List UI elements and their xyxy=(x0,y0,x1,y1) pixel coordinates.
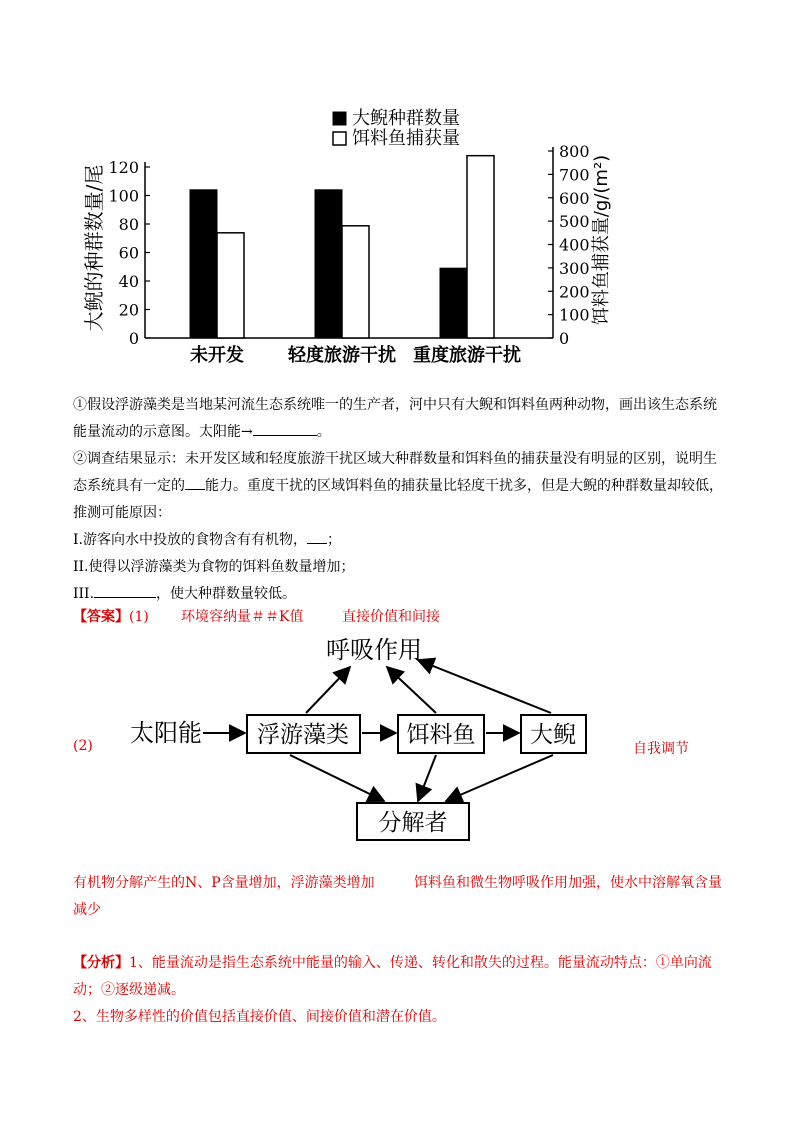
bar-bait-fish xyxy=(467,156,494,338)
y-axis-label: 大鲵的种群数量/尾 xyxy=(82,164,106,332)
answer-blank-2 xyxy=(185,475,205,490)
y-tick-label: 60 xyxy=(118,243,139,263)
node-algae-box xyxy=(247,715,360,753)
answer-line-a: 有机物分解产生的N、P含量增加，浮游藻类增加 xyxy=(73,875,375,891)
answer-blank-1 xyxy=(253,421,317,436)
question-5-line: III. ，使大种群数量较低。 xyxy=(73,581,733,608)
bar-salamander xyxy=(190,190,217,338)
question-1 xyxy=(73,392,733,446)
answer-line-1 xyxy=(73,607,149,627)
question-3-line: I.游客向水中投放的食物含有有机物， ； xyxy=(73,527,733,554)
bar-salamander xyxy=(440,268,467,338)
question-2-line3: 推测可能原因： xyxy=(73,505,171,521)
y2-tick-label: 0 xyxy=(559,329,570,348)
analysis-line3: 2、生物多样性的价值包括直接价值、间接价值和潜在价值。 xyxy=(73,1009,446,1025)
question-2 xyxy=(73,446,733,527)
y2-axis-label: 饵料鱼捕获量/g/(m²) xyxy=(591,154,612,326)
answer-line-b: 饵料鱼和微生物呼吸作用加强，使水中溶解氧含量 xyxy=(414,875,722,891)
y2-tick-label: 500 xyxy=(559,212,590,232)
y2-tick-label: 200 xyxy=(559,282,590,302)
legend-label-bait-fish: 饵料鱼捕获量 xyxy=(352,128,460,149)
node-fish: 饵料鱼 xyxy=(406,722,476,748)
node-algae: 浮游藻类 xyxy=(257,722,349,748)
y2-tick-label: 300 xyxy=(559,258,590,278)
question-4-line: II.使得以浮游藻类为食物的饵料鱼数量增加； xyxy=(73,559,355,575)
node-salamander: 大鲵 xyxy=(530,722,576,748)
chart-legend xyxy=(333,108,460,149)
node-respiration: 呼吸作用 xyxy=(326,636,422,664)
y2-tick-label: 700 xyxy=(559,165,590,185)
y-tick-label: 0 xyxy=(128,329,139,348)
legend-swatch-salamander xyxy=(333,112,346,125)
arrow-algae-respiration xyxy=(306,667,350,713)
analysis xyxy=(73,950,733,1031)
arrow-salamander-respiration xyxy=(418,660,551,713)
answer-label: 【答案】 xyxy=(73,609,129,625)
arrow-fish-respiration xyxy=(387,667,436,713)
answer-part-1: (1) xyxy=(129,609,149,625)
y2-tick-label: 800 xyxy=(559,142,590,161)
question-1-line2: 能量流动的示意图。太阳能→ 。 xyxy=(73,419,733,446)
node-sun: 太阳能 xyxy=(130,719,202,747)
bar-bait-fish xyxy=(342,226,369,338)
answer-1b: 直接价值和间接 xyxy=(342,609,440,625)
analysis-line2: 动；②逐级递减。 xyxy=(73,982,185,998)
question-1-line1: ①假设浮游藻类是当地某河流生态系统唯一的生产者，河中只有大鲵和饵料鱼两种动物，画出该生态系统 xyxy=(73,397,717,413)
y2-tick-label: 600 xyxy=(559,188,590,208)
node-fish-box xyxy=(398,715,484,753)
x-tick-label: 重度旅游干扰 xyxy=(413,345,521,366)
analysis-line1: 【分析】1、能量流动是指生态系统中能量的输入、传递、转化和散失的过程。能量流动特点：①单向流 xyxy=(73,955,712,971)
legend-swatch-bait-fish xyxy=(333,132,346,145)
bar-salamander xyxy=(315,190,342,338)
analysis-label: 【分析】 xyxy=(73,955,129,971)
question-3 xyxy=(73,527,733,608)
diagram-arrows xyxy=(203,660,553,801)
answer-self-regulation: 自我调节 xyxy=(633,741,689,757)
y2-tick-label: 100 xyxy=(559,305,590,325)
y-tick-label: 100 xyxy=(108,186,139,206)
arrow-algae-decomposer xyxy=(290,755,384,801)
node-decomposer: 分解者 xyxy=(378,810,448,836)
answer-part-2: (2) xyxy=(73,738,93,754)
y-tick-label: 40 xyxy=(118,272,139,291)
node-salamander-box xyxy=(521,715,586,753)
x-tick-label: 轻度旅游干扰 xyxy=(288,345,396,366)
arrow-salamander-decomposer xyxy=(446,755,553,801)
question-2-line1: ②调查结果显示：未开发区域和轻度旅游干扰区域大种群数量和饵料鱼的捕获量没有明显的区别，说明生 xyxy=(73,451,717,467)
answer-blank-4 xyxy=(94,583,156,598)
y-tick-label: 80 xyxy=(118,215,139,234)
y2-tick-label: 400 xyxy=(559,235,590,255)
bar-chart xyxy=(0,0,800,380)
node-decomposer-box xyxy=(357,803,469,840)
legend-label-salamander: 大鲵种群数量 xyxy=(352,108,460,129)
answer-blank-3 xyxy=(307,529,327,544)
question-2-line2: 态系统具有一定的 能力。重度干扰的区域饵料鱼的捕获量比轻度干扰多，但是大鲵的种群数量却较低， xyxy=(73,473,733,500)
answer-1a: 环境容纳量＃＃K值 xyxy=(181,609,304,625)
arrow-fish-decomposer xyxy=(418,755,436,801)
y-tick-label: 20 xyxy=(118,300,139,320)
answer-line-c: 减少 xyxy=(73,902,101,918)
bar-bait-fish xyxy=(217,233,244,338)
y-tick-label: 120 xyxy=(108,158,139,177)
x-tick-label: 未开发 xyxy=(190,345,244,366)
